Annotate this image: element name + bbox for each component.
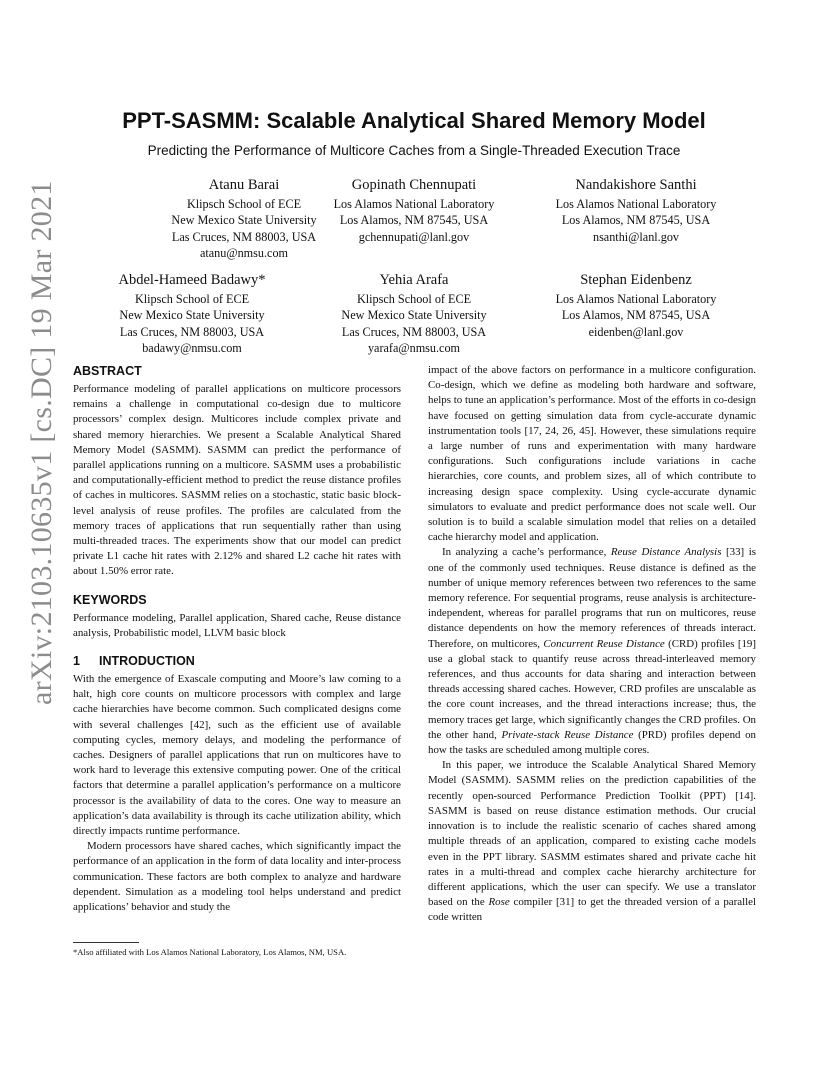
arxiv-stamp: arXiv:2103.10635v1 [cs.DC] 19 Mar 2021: [25, 180, 58, 705]
author-address: Los Alamos, NM 87545, USA: [561, 308, 711, 323]
emphasis-term: Concurrent Reuse Distance: [543, 637, 665, 650]
author-affiliation: New Mexico State University: [171, 213, 317, 228]
author-address: Los Alamos, NM 87545, USA: [339, 213, 489, 228]
author-affiliation: New Mexico State University: [341, 308, 487, 323]
intro-paragraph: With the emergence of Exascale computing and Moore’s law coming to a halt, high core counts on multicore processors with complex and large cache hierarchies have become common. Such complicated designs come with several challenges [42], such as the efficient use of available computing cycles, memory delays, and modeling the performance of caches. Designers of parallel applications that run on multicores have to work hard to leverage this extensive computing power. One of the critical factors that determine a parallel application’s performance on a multicore processor is the availability of data to the cores. One way to measure an application’s data availability is through its cache utilization ability, which directly impacts runtime performance.: [73, 673, 401, 838]
author-address: Las Cruces, NM 88003, USA: [341, 324, 487, 339]
author-affiliation: Los Alamos National Laboratory: [333, 197, 495, 211]
text-run: (CRD) profiles [19] use a global stack to quantify reuse across thread-interleaved memory references, and thus accounts for data sharing and interaction between threads accessing shared caches. However, CRD profiles are unscalable as the core count increases, and the thread interactions increase; thus, the memory traces get large, which significantly changes the CRD profiles. On the other hand,: [428, 637, 756, 741]
author-email: eidenben@lanl.gov: [588, 324, 684, 339]
body-paragraph: [428, 758, 756, 925]
text-run: In analyzing a cache’s performance,: [442, 546, 611, 559]
author-affiliation: Los Alamos National Laboratory: [555, 292, 717, 306]
text-run: [33] is one of the commonly used techniques. Reuse distance is defined as the number of unique memory references between two references to the same memory reference. For sequential programs, reuse analysis is architecture-independent, whereas for parallel programs that run on multicores, reuse distance dependents on how the memory references of threads interact. Therefore, on multicores,: [428, 546, 756, 650]
body-paragraph: impact of the above factors on performance in a multicore configuration. Co-design, which we define as modeling both hardware and software, helps to tune an application’s performance. Most of the efforts in co-design have focused on getting simulation data from cycle-accurate dynamic instrumentation tools [17, 24, 26, 45]. However, these simulations require a large number of runs and experimentation with many hardware configurations. Such configurations include variations in cache hierarchies, core counts, and problem sizes, all of which contribute to increasing design space complexity. Using cycle-accurate dynamic simulators to evaluate and predict performance does not scale well. Our solution is to build a scalable simulation model that relies on a detailed cache hierarchy model and application.: [428, 364, 756, 544]
author-name: Nandakishore Santhi: [575, 177, 697, 193]
author-email: atanu@nmsu.com: [199, 246, 289, 261]
paper-title: PPT-SASMM: Scalable Analytical Shared Memory Model: [122, 108, 706, 133]
author-email: nsanthi@lanl.gov: [592, 229, 680, 244]
text-run: In this paper, we introduce the Scalable Analytical Shared Memory Model (SASMM). SASMM relies on the prediction capabilities of the recently open-sourced Performance Prediction Toolkit (PPT) [14]. SASMM is based on reuse distance estimation methods. Our crucial innovation is to include the realistic scenario of caches shared among multiple threads of an application, compared to existing cache models even in the PPT library. SASMM estimates shared and private cache hit rates in a multi-thread and complex cache hierarchy architecture for different applications, which the user can specify. We use a translator based on the: [428, 759, 756, 909]
emphasis-term: Reuse Distance Analysis: [610, 546, 722, 559]
author-affiliation: Klipsch School of ECE: [186, 197, 302, 211]
author-block: [294, 271, 534, 357]
footnote: *Also affiliated with Los Alamos National Laboratory, Los Alamos, NM, USA.: [73, 947, 347, 957]
right-column: [428, 363, 756, 926]
author-block: [516, 271, 756, 340]
author-affiliation: New Mexico State University: [119, 308, 265, 323]
abstract-heading: ABSTRACT: [73, 364, 142, 378]
left-column: [73, 363, 401, 915]
paper-subtitle: Predicting the Performance of Multicore Caches from a Single-Threaded Execution Trace: [147, 143, 681, 158]
keywords-heading: KEYWORDS: [73, 592, 147, 607]
abstract-text: Performance modeling of parallel applications on multicore processors remains a challenge in computational co-design due to multicore processors’ complex design. Multicores include complex private and shared memory hierarchies. We present a Scalable Analytical Shared Memory Model (SASMM). SASMM can predict the performance of parallel applications running on a multicore. SASMM uses a probabilistic and computationally-efficient method to predict the reuse distance profiles of caches in multicores. SASMM relies on a stochastic, static basic block-level analysis of reuse profiles. The profiles are calculated from the memory traces of applications that run sequentially rather than using multi-threaded traces. The experiments show that our model can predict private L1 cache hit rates with 2.12% and shared L2 cache hit rates with about 1.50% error rate.: [73, 383, 401, 578]
body-paragraph: [428, 545, 756, 758]
author-email: gchennupati@lanl.gov: [358, 229, 470, 244]
author-email: badawy@nmsu.com: [142, 341, 242, 356]
footnote-rule: [73, 942, 139, 943]
keywords-text: Performance modeling, Parallel application, Shared cache, Reuse distance analysis, Probabilistic model, LLVM basic block: [73, 611, 401, 639]
section-heading: [73, 653, 401, 669]
author-address: Los Alamos, NM 87545, USA: [561, 213, 711, 228]
text-run: compiler [31] to get the threaded version of a parallel code written: [428, 896, 756, 924]
text-run: (PRD) profiles depend on how the tasks are scheduled among multiple cores.: [428, 728, 756, 757]
author-affiliation: Klipsch School of ECE: [356, 292, 472, 306]
author-affiliation: Klipsch School of ECE: [134, 292, 250, 306]
author-address: Las Cruces, NM 88003, USA: [171, 229, 317, 244]
author-affiliation: Los Alamos National Laboratory: [555, 197, 717, 211]
section-number: 1: [73, 654, 80, 669]
author-name: Gopinath Chennupati: [351, 177, 477, 193]
author-email: yarafa@nmsu.com: [367, 341, 461, 356]
emphasis-term: Rose: [488, 896, 510, 909]
section-title: INTRODUCTION: [99, 654, 195, 669]
author-block: [294, 176, 534, 245]
emphasis-term: Private-stack Reuse Distance: [501, 728, 634, 741]
author-block: [516, 176, 756, 245]
author-name: Yehia Arafa: [379, 272, 449, 288]
intro-paragraph: Modern processors have shared caches, which significantly impact the performance of an application in the form of data locality and inter-process communication. These factors are both complex to analyze and hardware dependent. Simulation as a modeling tool helps understand and predict applications’ behavior and study the: [73, 840, 401, 914]
author-address: Las Cruces, NM 88003, USA: [119, 324, 265, 339]
author-name: Abdel-Hameed Badawy*: [118, 272, 266, 288]
author-block: [72, 271, 312, 357]
author-name: Stephan Eidenbenz: [580, 272, 692, 288]
author-name: Atanu Barai: [208, 177, 280, 193]
